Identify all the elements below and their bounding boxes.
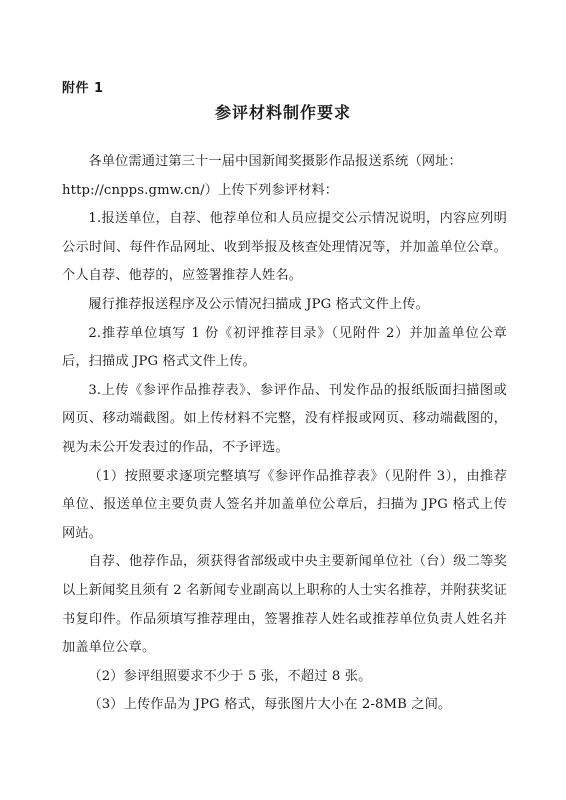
attachment-label: 附件 1: [62, 81, 104, 96]
paragraph-item-3-sub-3: （3）上传作品为 JPG 格式，每张图片大小在 2-8MB 之间。: [88, 697, 452, 713]
paragraph-intro: 各单位需通过第三十一届中国新闻奖摄影作品报送系统（网址：: [88, 154, 462, 169]
paragraph-item-1: 1.报送单位，自荐、他荐单位和人员应提交公示情况说明，内容应列明公示时间、每件作品网址、收到举报及核查处理情况等，并加盖单位公章。个人自荐、他荐的，应签署推荐人姓名。: [62, 211, 507, 284]
paragraph-item-3-sub-1: （1）按照要求逐项完整填写《参评作品推荐表》（见附件 3），由推荐单位、报送单位主要负责人签名并加盖单位公章后，扫描为 JPG 格式上传网站。: [62, 468, 507, 541]
paragraph-self-recommend: 自荐、他荐作品，须获得省部级或中央主要新闻单位社（台）级二等奖以上新闻奖且须有 2 名新闻专业副高以上职称的人士实名推荐，并附获奖证书复印件。作品须填写推荐理由，签署推荐人姓名或推荐单位负责人姓名并加盖单位公章。: [62, 554, 507, 656]
paragraph-item-3: 3.上传《参评作品推荐表》、参评作品、刊发作品的报纸版面扫描图或网页、移动端截图。如上传材料不完整，没有样报或网页、移动端截图的，视为未公开发表过的作品，不予评选。: [62, 382, 507, 455]
document-body: [62, 148, 507, 720]
paragraph-url: http://cnpps.gmw.cn/）上传下列参评材料：: [62, 182, 339, 198]
document-title: 参评材料制作要求: [214, 103, 351, 122]
paragraph-item-2: 2.推荐单位填写 1 份《初评推荐目录》（见附件 2）并加盖单位公章后，扫描成 JPG 格式文件上传。: [62, 325, 507, 370]
paragraph-item-1-upload: 履行推荐报送程序及公示情况扫描成 JPG 格式文件上传。: [88, 296, 429, 312]
paragraph-item-3-sub-2: （2）参评组照要求不少于 5 张，不超过 8 张。: [88, 668, 372, 684]
